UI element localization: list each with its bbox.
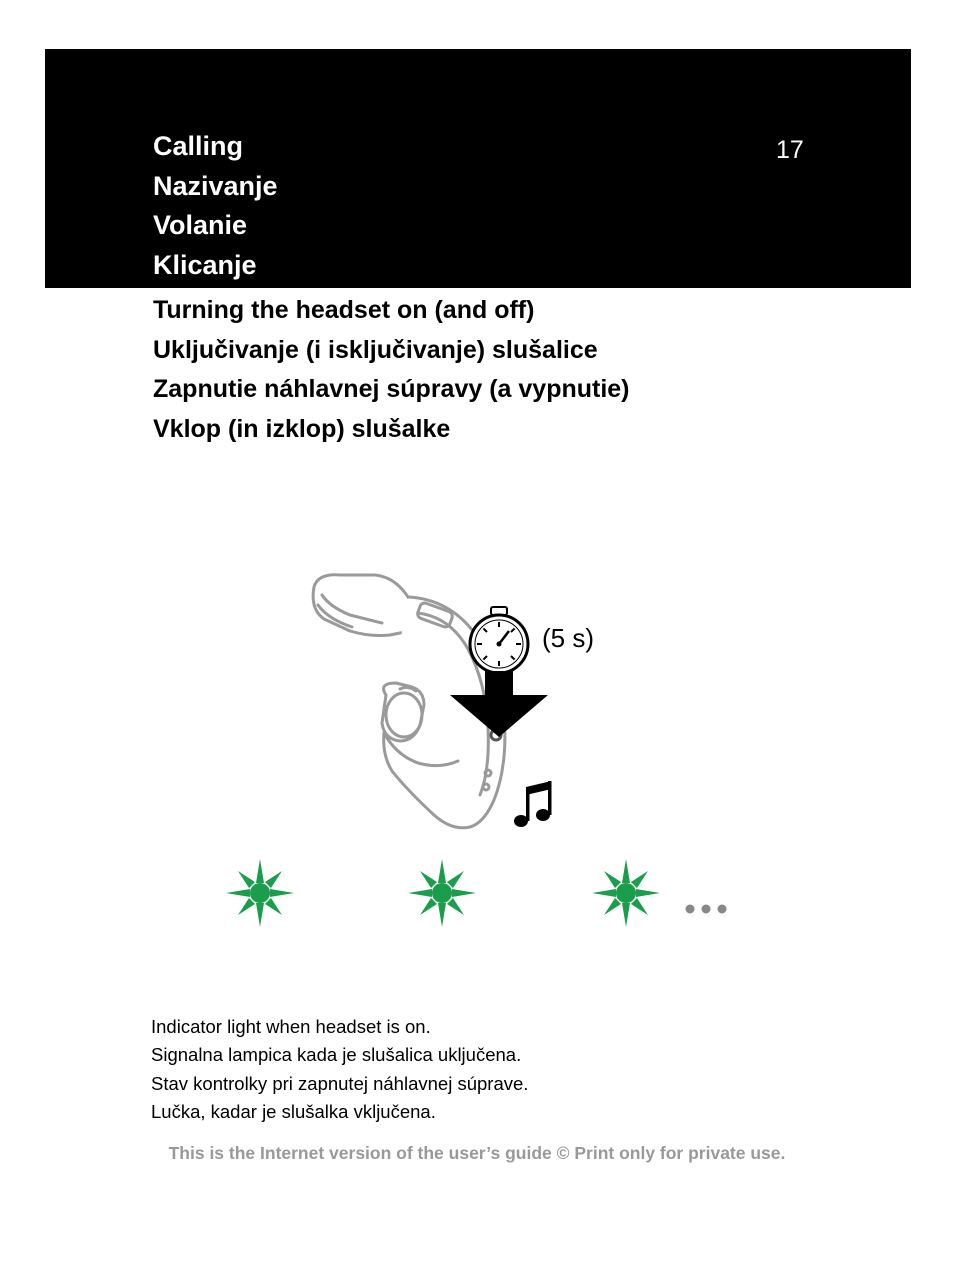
section-title-sl: Vklop (in izklop) slušalke xyxy=(153,414,451,443)
chapter-title-hr: Nazivanje xyxy=(153,170,278,201)
caption-hr: Signalna lampica kada je slušalica uključena. xyxy=(151,1044,522,1066)
caption-sk: Stav kontrolky pri zapnutej náhlavnej súprave. xyxy=(151,1072,529,1094)
section-title-sk: Zapnutie náhlavnej súpravy (a vypnutie) xyxy=(153,375,630,403)
captions xyxy=(151,1013,528,1126)
section-title-en: Turning the headset on (and off) xyxy=(153,296,535,324)
music-note-icon xyxy=(514,781,552,827)
chapter-titles xyxy=(153,127,278,285)
section-title-hr: Uključivanje (i isključivanje) slušalice xyxy=(153,335,598,364)
header-bar xyxy=(45,49,911,288)
chapter-title-sk: Volanie xyxy=(153,210,248,240)
indicator-lights xyxy=(220,855,740,935)
ellipsis-icon xyxy=(686,905,727,914)
page-number: 17 xyxy=(776,136,804,164)
section-titles xyxy=(153,291,630,449)
footer-notice: This is the Internet version of the user’s guide © Print only for private use. xyxy=(168,1143,786,1163)
headset-illustration xyxy=(300,565,620,840)
stopwatch-icon xyxy=(470,607,528,673)
caption-en: Indicator light when headset is on. xyxy=(151,1016,431,1037)
green-indicator-icon xyxy=(226,859,294,927)
green-indicator-icon xyxy=(408,859,476,927)
duration-label: (5 s) xyxy=(542,623,594,653)
chapter-title-sl: Klicanje xyxy=(153,249,257,280)
chapter-title-en: Calling xyxy=(153,131,244,161)
green-indicator-icon xyxy=(592,859,660,927)
caption-sl: Lučka, kadar je slušalka vključena. xyxy=(151,1100,436,1122)
